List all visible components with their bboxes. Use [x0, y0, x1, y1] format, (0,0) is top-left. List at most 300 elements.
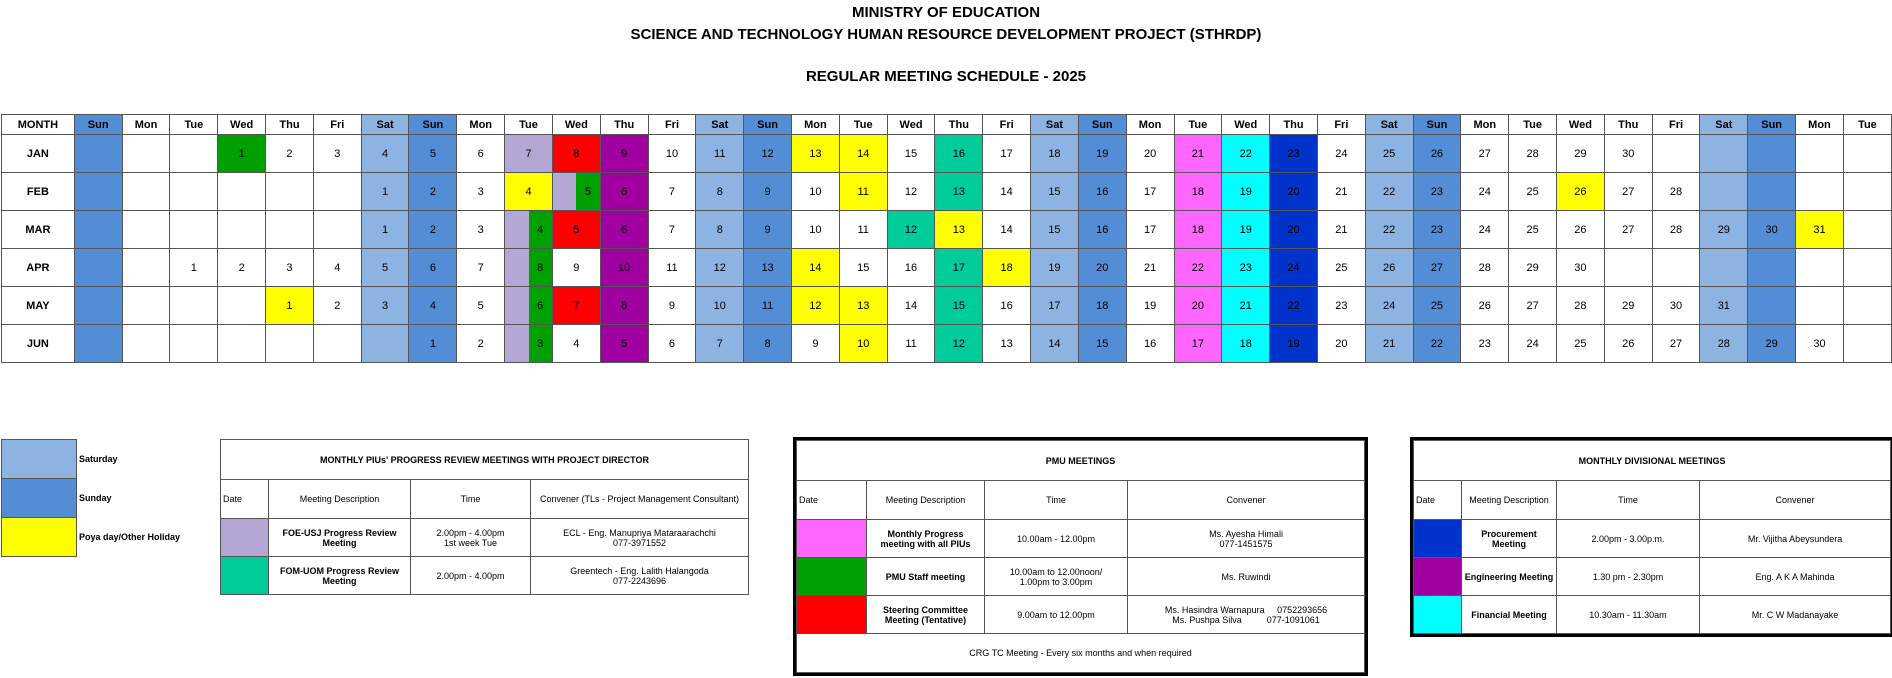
day-cell: 24: [1461, 173, 1509, 211]
day-cell: [1748, 249, 1796, 287]
day-cell: [1700, 135, 1748, 173]
day-header: Sun: [409, 115, 457, 135]
day-cell: 4: [552, 325, 600, 363]
day-cell: 24: [1461, 211, 1509, 249]
day-cell: 9: [552, 249, 600, 287]
day-cell: 14: [983, 173, 1031, 211]
day-cell: [122, 173, 170, 211]
column-header: Convener (TLs - Project Management Consultant): [531, 480, 749, 519]
day-cell: 27: [1604, 211, 1652, 249]
month-label: JAN: [2, 135, 75, 173]
day-cell: 7: [648, 211, 696, 249]
day-cell: 14: [887, 287, 935, 325]
day-cell: 14: [983, 211, 1031, 249]
day-cell: 15: [839, 249, 887, 287]
column-header: Meeting Description: [1462, 481, 1557, 520]
day-cell: [74, 211, 122, 249]
day-cell: 12: [744, 135, 792, 173]
month-label: MAR: [2, 211, 75, 249]
day-cell: 14: [791, 249, 839, 287]
day-cell: [1843, 173, 1891, 211]
day-cell: 13: [744, 249, 792, 287]
day-cell: 27: [1652, 325, 1700, 363]
day-cell: 2: [457, 325, 505, 363]
day-cell: 26: [1413, 135, 1461, 173]
day-cell: 8: [505, 249, 553, 287]
day-header: Sun: [1078, 115, 1126, 135]
day-cell: 7: [457, 249, 505, 287]
day-cell: 10: [600, 249, 648, 287]
day-cell: 4: [361, 135, 409, 173]
day-cell: 18: [1174, 211, 1222, 249]
day-header: Thu: [935, 115, 983, 135]
legend-swatch: [2, 479, 77, 518]
day-cell: 15: [1031, 173, 1079, 211]
day-cell: 16: [935, 135, 983, 173]
day-header: Sat: [1365, 115, 1413, 135]
day-cell: 28: [1509, 135, 1557, 173]
day-cell: 10: [839, 325, 887, 363]
meeting-color-swatch: [797, 558, 867, 596]
day-cell: 18: [1031, 135, 1079, 173]
day-cell: 7: [552, 287, 600, 325]
day-cell: 3: [361, 287, 409, 325]
day-header: Thu: [1270, 115, 1318, 135]
day-header: Mon: [1796, 115, 1844, 135]
day-cell: 18: [983, 249, 1031, 287]
day-cell: [1843, 249, 1891, 287]
day-cell: 18: [1078, 287, 1126, 325]
divisional-meetings-table: [1413, 440, 1891, 634]
day-cell: 28: [1652, 173, 1700, 211]
schedule-title: REGULAR MEETING SCHEDULE - 2025: [805, 68, 1087, 85]
day-cell: 23: [1270, 135, 1318, 173]
legend-swatch: [2, 440, 77, 479]
day-cell: 15: [1078, 325, 1126, 363]
day-cell: 1: [266, 287, 314, 325]
day-cell: 24: [1365, 287, 1413, 325]
day-cell: 16: [887, 249, 935, 287]
day-cell: 11: [648, 249, 696, 287]
day-cell: 25: [1509, 173, 1557, 211]
day-header: Sun: [1413, 115, 1461, 135]
day-cell: 25: [1413, 287, 1461, 325]
month-label: MAY: [2, 287, 75, 325]
day-cell: [1748, 135, 1796, 173]
day-cell: 6: [648, 325, 696, 363]
day-cell: 25: [1509, 211, 1557, 249]
day-header: Wed: [887, 115, 935, 135]
day-cell: 21: [1174, 135, 1222, 173]
day-cell: [122, 135, 170, 173]
day-header: Fri: [313, 115, 361, 135]
day-cell: 5: [361, 249, 409, 287]
day-cell: 15: [887, 135, 935, 173]
day-cell: 12: [696, 249, 744, 287]
day-header: Sun: [74, 115, 122, 135]
day-cell: 26: [1604, 325, 1652, 363]
day-cell: 8: [696, 173, 744, 211]
day-cell: 19: [1222, 173, 1270, 211]
meeting-convener: Ms. Ruwindi: [1128, 558, 1365, 596]
ministry-title: MINISTRY OF EDUCATION: [851, 4, 1041, 21]
column-header: Date: [1414, 481, 1462, 520]
meeting-color-swatch: [1414, 558, 1462, 596]
day-cell: 29: [1700, 211, 1748, 249]
day-cell: 23: [1413, 173, 1461, 211]
meeting-color-swatch: [1414, 596, 1462, 634]
day-cell: 7: [696, 325, 744, 363]
day-cell: 12: [887, 173, 935, 211]
project-title: SCIENCE AND TECHNOLOGY HUMAN RESOURCE DEVELOPMENT PROJECT (STHRDP): [630, 26, 1262, 43]
day-cell: [170, 173, 218, 211]
day-cell: [1843, 211, 1891, 249]
day-cell: 22: [1174, 249, 1222, 287]
day-cell: 3: [457, 173, 505, 211]
meeting-time: 9.00am to 12.00pm: [985, 596, 1128, 634]
day-cell: 17: [1126, 173, 1174, 211]
day-cell: 30: [1748, 211, 1796, 249]
day-header: Sun: [1748, 115, 1796, 135]
meeting-description: Steering Committee Meeting (Tentative): [867, 596, 985, 634]
day-cell: 11: [696, 135, 744, 173]
meeting-time: 2.00pm - 3.00p.m.: [1557, 520, 1700, 558]
day-cell: 1: [361, 211, 409, 249]
day-cell: 13: [935, 173, 983, 211]
day-header: Fri: [1652, 115, 1700, 135]
day-cell: 20: [1270, 173, 1318, 211]
day-cell: 2: [409, 173, 457, 211]
piu-meetings-table: [220, 439, 749, 595]
day-cell: 20: [1270, 211, 1318, 249]
day-cell: 10: [648, 135, 696, 173]
day-cell: [1652, 135, 1700, 173]
day-header: Mon: [791, 115, 839, 135]
column-header: Time: [1557, 481, 1700, 520]
day-cell: 28: [1461, 249, 1509, 287]
day-cell: 10: [791, 211, 839, 249]
table-title: MONTHLY DIVISIONAL MEETINGS: [1414, 441, 1891, 481]
day-header: Wed: [218, 115, 266, 135]
day-cell: 1: [218, 135, 266, 173]
day-cell: 29: [1604, 287, 1652, 325]
day-cell: [122, 325, 170, 363]
day-cell: 21: [1365, 325, 1413, 363]
day-header: Mon: [457, 115, 505, 135]
day-cell: 31: [1700, 287, 1748, 325]
day-header: Mon: [122, 115, 170, 135]
day-cell: 8: [552, 135, 600, 173]
day-cell: 12: [935, 325, 983, 363]
day-cell: [74, 249, 122, 287]
day-header: Tue: [170, 115, 218, 135]
day-header: Thu: [600, 115, 648, 135]
day-cell: 16: [1078, 211, 1126, 249]
day-cell: [313, 325, 361, 363]
day-cell: 23: [1317, 287, 1365, 325]
day-cell: [1843, 325, 1891, 363]
day-cell: 26: [1461, 287, 1509, 325]
day-cell: 24: [1270, 249, 1318, 287]
day-cell: 25: [1317, 249, 1365, 287]
day-cell: 15: [935, 287, 983, 325]
day-cell: 9: [744, 173, 792, 211]
day-cell: 20: [1126, 135, 1174, 173]
day-cell: 13: [791, 135, 839, 173]
day-header: Tue: [505, 115, 553, 135]
day-header: Thu: [266, 115, 314, 135]
day-cell: 19: [1078, 135, 1126, 173]
day-header: Mon: [1126, 115, 1174, 135]
day-cell: [122, 287, 170, 325]
day-cell: [266, 325, 314, 363]
meeting-time: 10.00am - 12.00pm: [985, 520, 1128, 558]
meeting-convener: Mr. Vijitha Abeysundera: [1700, 520, 1891, 558]
day-cell: 5: [409, 135, 457, 173]
day-cell: [218, 325, 266, 363]
day-cell: 24: [1509, 325, 1557, 363]
day-cell: [1796, 135, 1844, 173]
day-cell: 27: [1509, 287, 1557, 325]
day-cell: [1843, 135, 1891, 173]
day-cell: 21: [1222, 287, 1270, 325]
pmu-meetings-table: [796, 440, 1365, 673]
day-cell: [218, 173, 266, 211]
column-header: Time: [985, 481, 1128, 520]
day-cell: 17: [983, 135, 1031, 173]
day-cell: 29: [1557, 135, 1605, 173]
table-footer-note: CRG TC Meeting - Every six months and when required: [797, 634, 1365, 673]
day-cell: [170, 325, 218, 363]
day-cell: 6: [457, 135, 505, 173]
legend: [1, 439, 182, 557]
meeting-convener: Ms. Hasindra Warnapura 0752293656 Ms. Pushpa Silva 077-1091061: [1128, 596, 1365, 634]
meeting-convener: ECL - Eng. Manupriya Mataraarachchi 077-3971552: [531, 519, 749, 557]
day-cell: 17: [1174, 325, 1222, 363]
day-cell: 21: [1126, 249, 1174, 287]
day-header: Fri: [648, 115, 696, 135]
meeting-convener: Greentech - Eng. Lalith Halangoda 077-2243696: [531, 557, 749, 595]
meeting-color-swatch: [797, 520, 867, 558]
day-header: Tue: [839, 115, 887, 135]
day-cell: 11: [839, 211, 887, 249]
meeting-convener: Eng. A K A Mahinda: [1700, 558, 1891, 596]
legend-label: Sunday: [79, 493, 112, 503]
day-cell: 2: [266, 135, 314, 173]
day-cell: 26: [1557, 211, 1605, 249]
legend-label: Saturday: [79, 454, 118, 464]
day-cell: [361, 325, 409, 363]
day-cell: 16: [983, 287, 1031, 325]
day-header: Wed: [552, 115, 600, 135]
day-cell: 24: [1317, 135, 1365, 173]
day-cell: 13: [983, 325, 1031, 363]
day-cell: 9: [600, 135, 648, 173]
day-cell: 16: [1126, 325, 1174, 363]
day-cell: 30: [1604, 135, 1652, 173]
day-cell: 27: [1413, 249, 1461, 287]
day-cell: 29: [1748, 325, 1796, 363]
day-cell: [1652, 249, 1700, 287]
meeting-color-swatch: [797, 596, 867, 634]
month-header: MONTH: [2, 115, 75, 135]
day-header: Fri: [1317, 115, 1365, 135]
day-cell: [1700, 173, 1748, 211]
day-cell: 4: [409, 287, 457, 325]
day-cell: 22: [1222, 135, 1270, 173]
day-cell: 21: [1317, 173, 1365, 211]
day-cell: 7: [648, 173, 696, 211]
day-cell: 28: [1700, 325, 1748, 363]
day-header: Wed: [1557, 115, 1605, 135]
day-cell: [74, 135, 122, 173]
meeting-description: Engineering Meeting: [1462, 558, 1557, 596]
day-header: Fri: [983, 115, 1031, 135]
calendar-grid: [1, 114, 1892, 363]
day-cell: 6: [600, 211, 648, 249]
day-cell: 13: [935, 211, 983, 249]
day-cell: 5: [552, 173, 600, 211]
day-cell: 17: [1126, 211, 1174, 249]
day-cell: 25: [1365, 135, 1413, 173]
day-cell: [218, 211, 266, 249]
day-cell: [170, 287, 218, 325]
day-cell: 3: [457, 211, 505, 249]
day-cell: [74, 173, 122, 211]
day-cell: 13: [839, 287, 887, 325]
month-label: JUN: [2, 325, 75, 363]
day-header: Sat: [696, 115, 744, 135]
day-cell: 31: [1796, 211, 1844, 249]
day-cell: 26: [1365, 249, 1413, 287]
day-cell: 11: [839, 173, 887, 211]
day-cell: 14: [839, 135, 887, 173]
day-cell: 15: [1031, 211, 1079, 249]
day-cell: 5: [600, 325, 648, 363]
meeting-description: PMU Staff meeting: [867, 558, 985, 596]
day-cell: 29: [1509, 249, 1557, 287]
day-cell: [1843, 287, 1891, 325]
day-header: Thu: [1604, 115, 1652, 135]
day-cell: 17: [1031, 287, 1079, 325]
day-header: Mon: [1461, 115, 1509, 135]
day-cell: 4: [313, 249, 361, 287]
day-cell: 8: [696, 211, 744, 249]
meeting-description: FOE-USJ Progress Review Meeting: [269, 519, 411, 557]
day-cell: [170, 135, 218, 173]
day-cell: [1748, 287, 1796, 325]
meeting-description: Procurement Meeting: [1462, 520, 1557, 558]
meeting-description: FOM-UOM Progress Review Meeting: [269, 557, 411, 595]
day-header: Sat: [361, 115, 409, 135]
day-header: Wed: [1222, 115, 1270, 135]
day-cell: 20: [1078, 249, 1126, 287]
day-cell: [1796, 249, 1844, 287]
day-cell: 8: [744, 325, 792, 363]
day-cell: 19: [1270, 325, 1318, 363]
meeting-time: 10.00am to 12.00noon/ 1.00pm to 3.00pm: [985, 558, 1128, 596]
day-cell: 23: [1461, 325, 1509, 363]
day-cell: 26: [1557, 173, 1605, 211]
meeting-time: 10.30am - 11.30am: [1557, 596, 1700, 634]
day-cell: [313, 211, 361, 249]
day-header: Tue: [1843, 115, 1891, 135]
meeting-color-swatch: [221, 519, 269, 557]
day-cell: 27: [1461, 135, 1509, 173]
day-cell: [122, 249, 170, 287]
day-cell: 16: [1078, 173, 1126, 211]
table-title: MONTHLY PIUs' PROGRESS REVIEW MEETINGS WITH PROJECT DIRECTOR: [221, 440, 749, 480]
day-cell: 12: [887, 211, 935, 249]
day-header: Sat: [1700, 115, 1748, 135]
day-cell: 10: [696, 287, 744, 325]
column-header: Convener: [1128, 481, 1365, 520]
day-cell: 30: [1557, 249, 1605, 287]
meeting-color-swatch: [1414, 520, 1462, 558]
day-cell: 8: [600, 287, 648, 325]
column-header: Date: [797, 481, 867, 520]
day-cell: 14: [1031, 325, 1079, 363]
day-cell: 5: [457, 287, 505, 325]
day-header: Tue: [1174, 115, 1222, 135]
day-cell: 6: [505, 287, 553, 325]
legend-swatch: [2, 518, 77, 557]
day-cell: [313, 173, 361, 211]
meeting-convener: Ms. Ayesha Himali 077-1451575: [1128, 520, 1365, 558]
meeting-time: 2.00pm - 4.00pm: [411, 557, 531, 595]
day-cell: 11: [744, 287, 792, 325]
day-cell: 19: [1222, 211, 1270, 249]
column-header: Date: [221, 480, 269, 519]
day-cell: 7: [505, 135, 553, 173]
day-cell: 1: [361, 173, 409, 211]
day-cell: 22: [1365, 173, 1413, 211]
day-cell: 2: [409, 211, 457, 249]
day-cell: 2: [313, 287, 361, 325]
day-cell: [1796, 173, 1844, 211]
day-cell: [74, 287, 122, 325]
day-cell: 5: [552, 211, 600, 249]
day-cell: [1796, 287, 1844, 325]
day-cell: 20: [1317, 325, 1365, 363]
table-title: PMU MEETINGS: [797, 441, 1365, 481]
column-header: Convener: [1700, 481, 1891, 520]
day-cell: [122, 211, 170, 249]
day-cell: [266, 173, 314, 211]
day-cell: 19: [1126, 287, 1174, 325]
meeting-convener: Mr. C W Madanayake: [1700, 596, 1891, 634]
day-cell: 9: [744, 211, 792, 249]
day-cell: 30: [1652, 287, 1700, 325]
day-cell: [218, 287, 266, 325]
column-header: Meeting Description: [269, 480, 411, 519]
meeting-time: 2.00pm - 4.00pm 1st week Tue: [411, 519, 531, 557]
day-cell: 11: [887, 325, 935, 363]
day-cell: 2: [218, 249, 266, 287]
month-label: FEB: [2, 173, 75, 211]
day-cell: 18: [1174, 173, 1222, 211]
day-cell: 6: [600, 173, 648, 211]
day-cell: [1700, 249, 1748, 287]
day-cell: 12: [791, 287, 839, 325]
day-cell: 17: [935, 249, 983, 287]
day-cell: 3: [266, 249, 314, 287]
day-cell: 10: [791, 173, 839, 211]
column-header: Meeting Description: [867, 481, 985, 520]
day-cell: 28: [1652, 211, 1700, 249]
day-cell: 18: [1222, 325, 1270, 363]
column-header: Time: [411, 480, 531, 519]
